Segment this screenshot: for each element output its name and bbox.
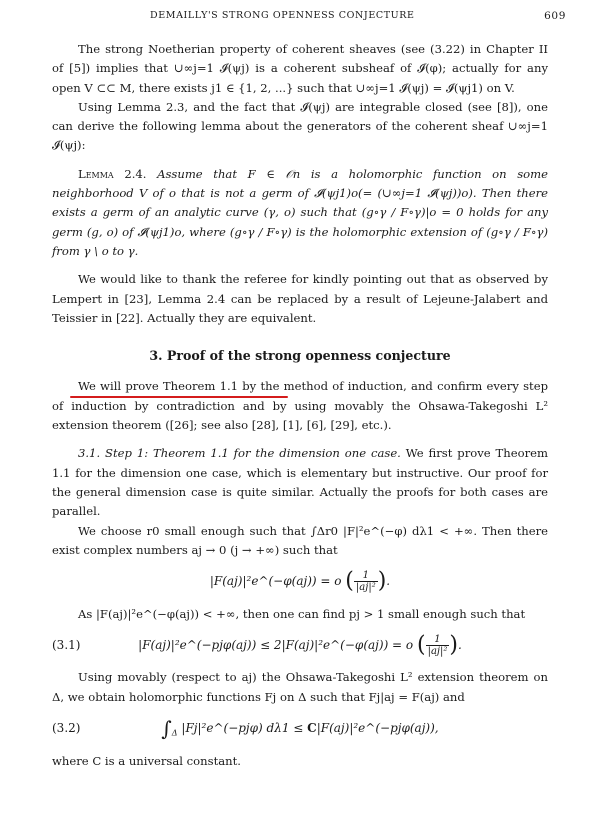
page-body [52, 40, 548, 771]
page-number: 609 [544, 10, 566, 22]
paragraph-noetherian: The strong Noetherian property of coherent sheaves (see (3.22) in Chapter II of [5]) implies that ∪∞j=1 𝓘(ψj) is a coherent subsheaf of 𝓘(φ); actually for any open V ⊂⊂ M, there exists j1 ∈ {1, 2, ...} such that ∪∞j=1 𝓘(ψj) = 𝓘(ψj1) on V. [52, 42, 548, 95]
spacer [52, 261, 548, 270]
paragraph-ohsawa-takegoshi: Using movably (respect to aj) the Ohsawa-Takegoshi L² extension theorem on Δ, we obtain holomorphic functions Fj on Δ such that Fj|aj = F(aj) and [52, 670, 548, 704]
section-heading: 3. Proof of the strong openness conjecture [149, 348, 451, 364]
equation-tail: . [386, 574, 391, 589]
fraction-denominator: |aj|² [355, 582, 376, 594]
equation-tail: . [457, 637, 462, 652]
paragraph-method [52, 377, 548, 435]
universal-constant: C [307, 721, 317, 736]
fraction [354, 570, 378, 593]
paragraph-universal-constant: where C is a universal constant. [52, 753, 241, 768]
paren-open: ( [345, 568, 354, 594]
equation-lhs: |F(aj)|²e^(−φ(aj)) = o [209, 574, 342, 589]
fraction-numerator: 1 [426, 634, 450, 646]
equation-3-1 [52, 632, 548, 659]
paragraph-choose-r0: We choose r0 small enough such that ∫Δr0 |F|²e^(−φ) dλ1 < +∞. Then there exist complex numbers aj → 0 (j → +∞) such that [52, 523, 548, 557]
fraction-denominator: |aj|² [427, 645, 448, 657]
paragraph-lemma-intro: Using Lemma 2.3, and the fact that 𝓘(ψj) are integrable closed (see [8]), one can derive the following lemma about the generators of the coherent sheaf ∪∞j=1 𝓘(ψj): [52, 99, 548, 153]
equation-3-2 [52, 715, 548, 742]
integral-sign: ∫ [161, 716, 172, 741]
integral-body: |Fj|²e^(−pjφ) dλ1 ≤ [181, 721, 308, 736]
fraction-numerator: 1 [354, 570, 378, 582]
paren-open: ( [416, 632, 426, 658]
running-head [0, 10, 600, 26]
lemma-label: Lemma 2.4. [78, 166, 147, 181]
spacer [52, 156, 548, 165]
underlined-phrase [78, 379, 256, 393]
equation-unnumbered [52, 568, 548, 595]
lemma-body: Assume that F ∈ 𝒪n is a holomorphic function on some neighborhood V of o that is not a germ of 𝓘(ψj1)o(= (∪∞j=1 𝓘(ψj))o). Then there exists a germ of an analytic curve (γ, o) such that (g∘γ / F∘γ)|o = 0 holds for any germ (g, o) of 𝓘(ψj1)o, where (g∘γ / F∘γ) is the holomorphic extension of (g∘γ / F∘γ) from γ \ o to γ. [52, 166, 549, 258]
paragraph-acknowledgement: We would like to thank the referee for kindly pointing out that as observed by Lempert in [23], Lemma 2.4 can be replaced by a result of Lejeune-Jalabert and Teissier in [22]. Actually they are equivalent. [52, 272, 548, 325]
running-title: DEMAILLY'S STRONG OPENNESS CONJECTURE [150, 10, 415, 21]
paragraph-step-1 [52, 444, 548, 521]
fraction [426, 634, 450, 657]
paragraph-find-pj: As |F(aj)|²e^(−φ(aj)) < +∞, then one can find pj > 1 small enough such that [78, 606, 526, 621]
equation-number: (3.1) [52, 637, 81, 652]
equation-number: (3.2) [52, 721, 81, 736]
spacer [52, 435, 548, 444]
method-text: the method of induction, and confirm every step of induction by contradiction and by using movably the Ohsawa-Takegoshi L² extension theorem ([26]; see also [28], [1], [6], [29], etc.). [52, 379, 548, 433]
step-1-label: 3.1. Step 1: Theorem 1.1 for the dimension one case. [78, 446, 401, 461]
integral-domain: Δ [171, 728, 178, 738]
step-1-body: We first prove Theorem 1.1 for the dimension one case, which is elementary but instructive. Our proof for the general dimension case is quite similar. Actually the proofs for both cases are parallel. [52, 446, 548, 519]
equation-rhs: |F(aj)|²e^(−pjφ(aj)), [316, 721, 439, 736]
underlined-text: We will prove Theorem 1.1 by [78, 379, 257, 394]
equation-lhs: |F(aj)|²e^(−pjφ(aj)) ≤ 2|F(aj)|²e^(−φ(aj)) = o [138, 637, 414, 652]
paren-close: ) [377, 568, 387, 594]
lemma-2-4 [52, 165, 548, 261]
paren-close: ) [449, 632, 458, 658]
